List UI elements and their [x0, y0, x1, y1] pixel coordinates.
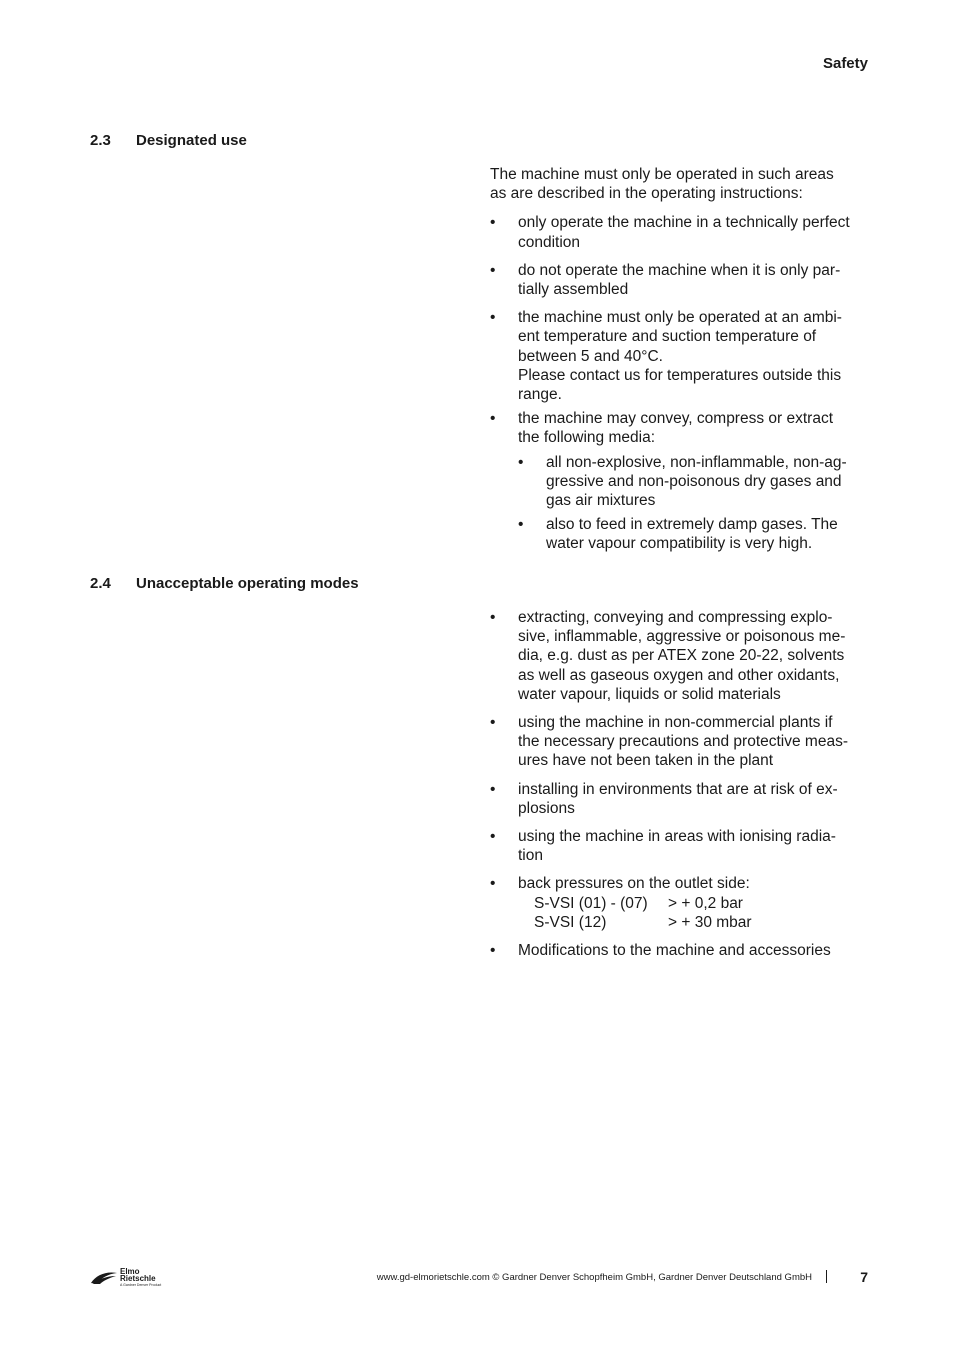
section-title: Unacceptable operating modes	[136, 575, 359, 592]
bullet-icon: •	[490, 942, 496, 960]
list-item: • installing in environments that are at risk of ex- plosions	[490, 780, 838, 817]
bullet-icon: •	[490, 309, 496, 327]
list-item-back-pressure: • back pressures on the outlet side: S-VSI (01) - (07) > + 0,2 bar S-VSI (12) > + 30 mbar	[490, 875, 752, 931]
page-footer	[90, 1268, 868, 1290]
page-number: 7	[860, 1269, 868, 1285]
bullet-icon: •	[490, 410, 496, 428]
designated-use-list	[490, 213, 870, 553]
logo-wordmark: Elmo Rietschle	[120, 1267, 156, 1283]
copyright-text: © Gardner Denver Schopfheim GmbH, Gardner Denver Deutschland GmbH	[492, 1272, 812, 1283]
list-item: • the machine must only be operated at an ambi- ent temperature and suction temperature of between 5 and 40°C. Please contact us for temperatures outside this range.	[490, 309, 842, 404]
list-item: • Modifications to the machine and accessories	[490, 942, 831, 960]
unacceptable-modes-content	[490, 608, 870, 969]
logo-tagline: A Gardner Denver Product	[120, 1283, 162, 1287]
section-number: 2.4	[90, 575, 111, 592]
section-heading-designated-use	[90, 132, 247, 149]
designated-use-content	[490, 165, 870, 563]
bullet-icon: •	[490, 609, 496, 626]
table-row	[534, 894, 752, 913]
bullet-icon: •	[518, 453, 524, 471]
page-header-title: Safety	[822, 55, 868, 72]
company-logo	[90, 1268, 170, 1290]
sub-list-item: • also to feed in extremely damp gases. The water vapour compatibility is very high.	[518, 516, 838, 553]
footer-copyright	[377, 1272, 812, 1283]
list-item: • extracting, conveying and compressing explo- sive, inflammable, aggressive or poisonous me- dia, e.g. dust as per ATEX zone 20-22, solvents as well as gaseous oxygen and other oxidants, water vapour, liquids or solid materials	[490, 609, 846, 703]
unacceptable-modes-list	[490, 608, 870, 960]
intro-paragraph: The machine must only be operated in such areas as are described in the operating instructions:	[490, 166, 834, 203]
back-pressure-table	[534, 894, 752, 932]
website-link[interactable]: www.gd-elmorietschle.com	[376, 1272, 490, 1283]
bullet-icon: •	[490, 214, 496, 232]
sub-list-item: • all non-explosive, non-inflammable, non-ag- gressive and non-poisonous dry gases and gas air mixtures	[518, 453, 847, 510]
section-heading-unacceptable-modes	[90, 575, 359, 592]
bullet-icon: •	[518, 516, 524, 534]
list-item: • using the machine in non-commercial plants if the necessary precautions and protective meas- ures have not been taken in the plant	[490, 714, 848, 770]
footer-divider	[826, 1270, 827, 1283]
bullet-icon: •	[490, 714, 496, 732]
list-item: • using the machine in areas with ionising radia- tion	[490, 828, 836, 865]
list-item: • do not operate the machine when it is only par- tially assembled	[490, 261, 841, 299]
bullet-icon: •	[490, 875, 496, 893]
bullet-icon: •	[490, 780, 496, 798]
bullet-icon: •	[490, 261, 496, 279]
table-row	[534, 913, 752, 932]
value-cell: > + 0,2 bar	[668, 894, 743, 912]
model-cell: S-VSI (01) - (07)	[534, 894, 648, 912]
value-cell: > + 30 mbar	[668, 913, 752, 931]
section-title: Designated use	[136, 132, 247, 149]
media-sublist	[518, 453, 870, 554]
list-item: • only operate the machine in a technically perfect condition	[490, 214, 850, 251]
swoosh-logo-icon	[90, 1271, 118, 1285]
bullet-icon: •	[490, 828, 496, 846]
list-item: • the machine may convey, compress or extract the following media: • all non-explosive, non-inflammable, non-ag- gressive and non-poisonous dry gases and gas air mixtures • also to feed in extremely damp gases. The water vapour compatibility is very high.	[490, 409, 870, 553]
model-cell: S-VSI (12)	[534, 913, 607, 931]
section-number: 2.3	[90, 132, 111, 149]
